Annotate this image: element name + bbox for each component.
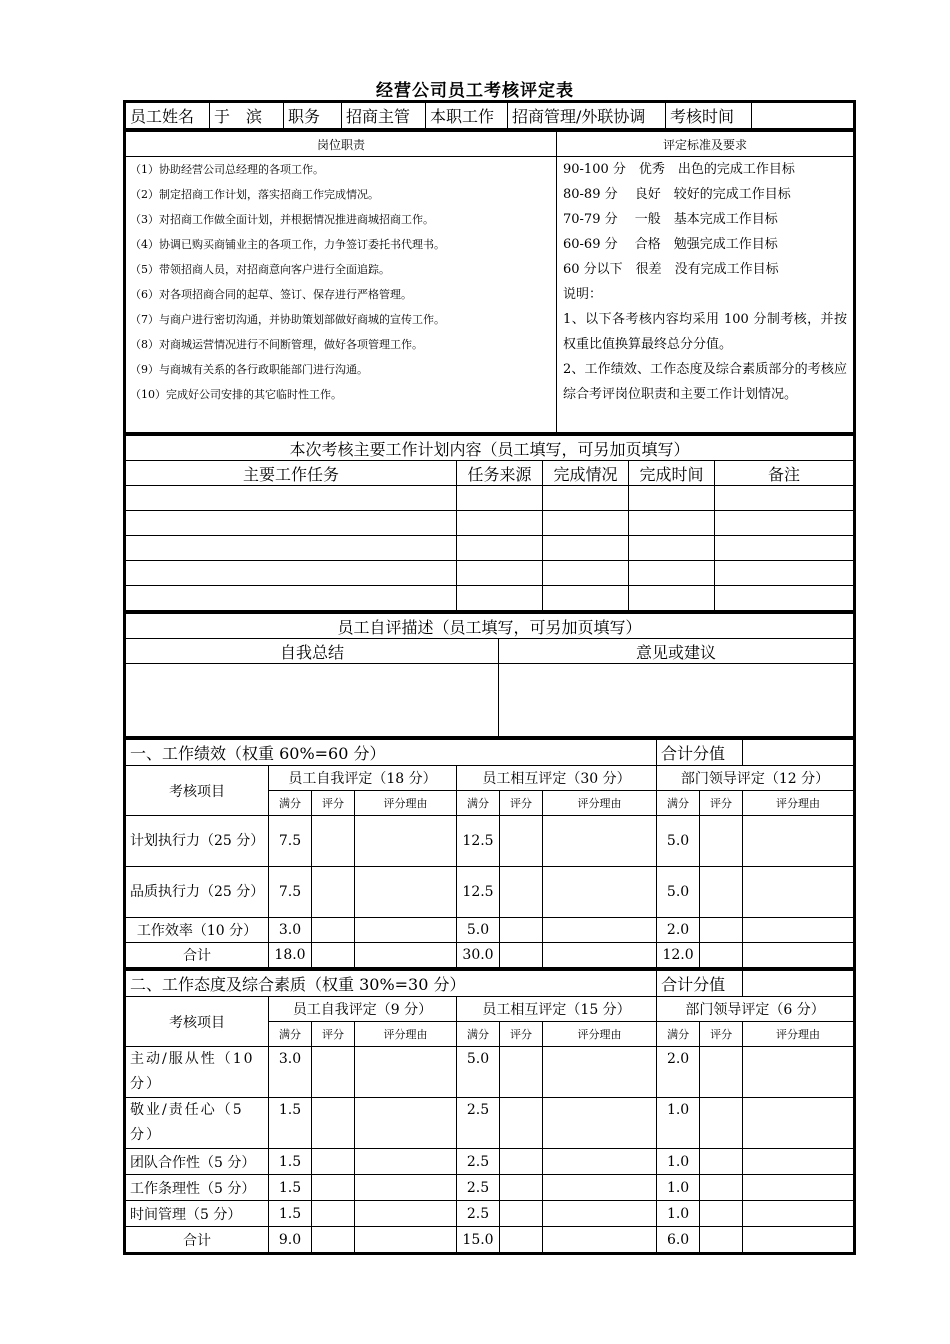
score-header: 评分 [700, 1022, 743, 1047]
reason-cell[interactable] [355, 1098, 457, 1149]
full-score: 2.5 [457, 1175, 500, 1201]
reason-cell[interactable] [743, 1227, 854, 1253]
self-eval-section [125, 613, 854, 739]
score-cell[interactable] [312, 1201, 355, 1227]
score-cell[interactable] [700, 1201, 743, 1227]
reason-header: 评分理由 [543, 1022, 657, 1047]
score-cell[interactable] [312, 918, 355, 943]
plan-row [126, 511, 854, 536]
plan-cell[interactable] [715, 486, 854, 511]
full-score-header: 满分 [269, 1022, 312, 1047]
peer-group-header: 员工相互评定（30 分） [457, 766, 657, 791]
score-header: 评分 [312, 1022, 355, 1047]
plan-section [125, 435, 854, 613]
full-score: 1.5 [269, 1098, 312, 1149]
reason-cell[interactable] [543, 1149, 657, 1175]
period-label: 考核时间 [666, 103, 752, 129]
full-score: 1.5 [269, 1175, 312, 1201]
full-score: 12.5 [457, 816, 500, 867]
plan-cell[interactable] [629, 586, 715, 611]
plan-row [126, 561, 854, 586]
full-score: 3.0 [269, 1047, 312, 1098]
performance-total-label: 合计分值 [657, 740, 743, 766]
score-cell[interactable] [312, 1175, 355, 1201]
duty-item: （10）完成好公司安排的其它临时性工作。 [130, 388, 342, 401]
score-header: 评分 [312, 791, 355, 816]
reason-cell[interactable] [355, 1047, 457, 1098]
full-score: 1.0 [657, 1201, 700, 1227]
item-name: 合计 [126, 943, 269, 968]
standards-list [557, 157, 854, 433]
peer-group-header: 员工相互评定（15 分） [457, 997, 657, 1022]
plan-cell[interactable] [629, 511, 715, 536]
attitude-total-value[interactable] [743, 971, 854, 997]
reason-cell[interactable] [543, 1098, 657, 1149]
score-cell[interactable] [500, 867, 543, 918]
full-score: 5.0 [657, 867, 700, 918]
score-cell[interactable] [500, 816, 543, 867]
full-score-header: 满分 [657, 791, 700, 816]
score-cell[interactable] [312, 1098, 355, 1149]
reason-cell[interactable] [743, 1175, 854, 1201]
plan-cell[interactable] [457, 486, 543, 511]
score-cell[interactable] [312, 1227, 355, 1253]
grade-item: 70-79 分 一般 基本完成工作目标 [563, 212, 778, 227]
reason-cell[interactable] [355, 867, 457, 918]
full-score: 5.0 [457, 1047, 500, 1098]
self-summary-label: 自我总结 [126, 639, 499, 664]
full-score: 1.0 [657, 1098, 700, 1149]
score-cell[interactable] [312, 1047, 355, 1098]
reason-cell[interactable] [355, 943, 457, 968]
full-score-header: 满分 [657, 1022, 700, 1047]
standards-header: 评定标准及要求 [557, 132, 854, 157]
reason-cell[interactable] [543, 1175, 657, 1201]
reason-cell[interactable] [743, 867, 854, 918]
full-score: 12.5 [457, 867, 500, 918]
plan-cell[interactable] [715, 511, 854, 536]
work-value[interactable]: 招商管理/外联协调 [508, 103, 666, 129]
position-value[interactable]: 招商主管 [342, 103, 426, 129]
full-score: 1.5 [269, 1201, 312, 1227]
reason-cell[interactable] [743, 1047, 854, 1098]
reason-cell[interactable] [543, 1201, 657, 1227]
reason-cell[interactable] [355, 816, 457, 867]
suggestion-field[interactable] [499, 664, 854, 737]
score-cell[interactable] [500, 1098, 543, 1149]
duty-item: （5）带领招商人员，对招商意向客户进行全面追踪。 [130, 263, 390, 276]
full-score: 30.0 [457, 943, 500, 968]
item-name: 工作效率（10 分） [126, 918, 269, 943]
plan-col-source: 任务来源 [457, 461, 543, 486]
note-2: 2、工作绩效、工作态度及综合素质部分的考核应综合考评岗位职责和主要工作计划情况。 [563, 362, 847, 402]
attitude-row [126, 1149, 854, 1175]
score-header: 评分 [500, 791, 543, 816]
full-score: 1.0 [657, 1149, 700, 1175]
reason-header: 评分理由 [743, 1022, 854, 1047]
attitude-total-row [126, 1227, 854, 1253]
full-score: 2.0 [657, 918, 700, 943]
reason-cell[interactable] [543, 867, 657, 918]
grade-item: 90-100 分 优秀 出色的完成工作目标 [563, 162, 795, 177]
plan-cell[interactable] [457, 586, 543, 611]
full-score: 2.5 [457, 1098, 500, 1149]
self-group-header: 员工自我评定（9 分） [269, 997, 457, 1022]
plan-cell[interactable] [543, 586, 629, 611]
plan-cell[interactable] [126, 486, 457, 511]
plan-cell[interactable] [715, 586, 854, 611]
plan-cell[interactable] [457, 511, 543, 536]
item-name: 敬业/责任心（5 分） [126, 1098, 269, 1149]
duty-item: （1）协助经营公司总经理的各项工作。 [130, 163, 324, 176]
reason-cell[interactable] [743, 943, 854, 968]
item-name: 主动/服从性（10 分） [126, 1047, 269, 1098]
evaluation-form [123, 100, 856, 1255]
duty-item: （7）与商户进行密切沟通，并协助策划部做好商城的宣传工作。 [130, 313, 445, 326]
score-cell[interactable] [312, 943, 355, 968]
full-score: 12.0 [657, 943, 700, 968]
reason-cell[interactable] [355, 1201, 457, 1227]
score-cell[interactable] [700, 1175, 743, 1201]
score-cell[interactable] [500, 1175, 543, 1201]
self-group-header: 员工自我评定（18 分） [269, 766, 457, 791]
full-score: 2.5 [457, 1201, 500, 1227]
attitude-item-label: 考核项目 [126, 997, 269, 1047]
full-score: 9.0 [269, 1227, 312, 1253]
attitude-row [126, 1098, 854, 1149]
plan-cell[interactable] [126, 586, 457, 611]
self-summary-field[interactable] [126, 664, 499, 737]
period-value[interactable] [752, 103, 854, 129]
name-label: 员工姓名 [126, 103, 210, 129]
item-name: 合计 [126, 1227, 269, 1253]
suggestion-label: 意见或建议 [499, 639, 854, 664]
attitude-total-label: 合计分值 [657, 971, 743, 997]
full-score: 2.5 [457, 1149, 500, 1175]
reason-cell[interactable] [543, 943, 657, 968]
performance-total-value[interactable] [743, 740, 854, 766]
duty-item: （6）对各项招商合同的起草、签订、保存进行严格管理。 [130, 288, 412, 301]
score-cell[interactable] [700, 1227, 743, 1253]
reason-header: 评分理由 [355, 791, 457, 816]
reason-cell[interactable] [543, 816, 657, 867]
item-name: 计划执行力（25 分） [126, 816, 269, 867]
score-cell[interactable] [500, 1047, 543, 1098]
name-value[interactable]: 于 滨 [210, 103, 284, 129]
self-eval-title: 员工自评描述（员工填写，可另加页填写） [126, 614, 854, 639]
full-score: 5.0 [457, 918, 500, 943]
reason-header: 评分理由 [355, 1022, 457, 1047]
score-cell[interactable] [500, 1201, 543, 1227]
score-header: 评分 [500, 1022, 543, 1047]
full-score: 1.0 [657, 1175, 700, 1201]
duty-item: （4）协调已购买商铺业主的各项工作，力争签订委托书代理书。 [130, 238, 445, 251]
reason-cell[interactable] [543, 1047, 657, 1098]
performance-row [126, 918, 854, 943]
plan-title: 本次考核主要工作计划内容（员工填写，可另加页填写） [126, 436, 854, 461]
duty-item: （8）对商城运营情况进行不间断管理，做好各项管理工作。 [130, 338, 423, 351]
full-score: 2.0 [657, 1047, 700, 1098]
plan-col-notes: 备注 [715, 461, 854, 486]
reason-cell[interactable] [355, 1227, 457, 1253]
plan-cell[interactable] [457, 536, 543, 561]
reason-cell[interactable] [743, 816, 854, 867]
reason-cell[interactable] [743, 1098, 854, 1149]
note-1: 1、以下各考核内容均采用 100 分制考核，并按权重比值换算最终总分分值。 [563, 312, 847, 352]
leader-group-header: 部门领导评定（6 分） [657, 997, 854, 1022]
attitude-section [125, 970, 854, 1253]
plan-row [126, 586, 854, 611]
full-score: 7.5 [269, 816, 312, 867]
score-cell[interactable] [312, 1149, 355, 1175]
score-cell[interactable] [312, 867, 355, 918]
attitude-row [126, 1047, 854, 1098]
form-title: 经营公司员工考核评定表 [376, 81, 574, 101]
score-cell[interactable] [700, 816, 743, 867]
score-cell[interactable] [500, 1227, 543, 1253]
grade-item: 60 分以下 很差 没有完成工作目标 [563, 262, 779, 277]
plan-cell[interactable] [629, 486, 715, 511]
full-score: 18.0 [269, 943, 312, 968]
reason-cell[interactable] [543, 1227, 657, 1253]
performance-title: 一、工作绩效（权重 60%=60 分） [126, 740, 657, 766]
plan-col-task: 主要工作任务 [126, 461, 457, 486]
full-score: 7.5 [269, 867, 312, 918]
plan-row [126, 536, 854, 561]
score-cell[interactable] [700, 943, 743, 968]
performance-item-label: 考核项目 [126, 766, 269, 816]
reason-cell[interactable] [355, 918, 457, 943]
plan-cell[interactable] [457, 561, 543, 586]
score-cell[interactable] [700, 1047, 743, 1098]
score-cell[interactable] [700, 918, 743, 943]
reason-cell[interactable] [355, 1149, 457, 1175]
score-cell[interactable] [312, 816, 355, 867]
duty-item: （2）制定招商工作计划，落实招商工作完成情况。 [130, 188, 379, 201]
full-score: 15.0 [457, 1227, 500, 1253]
note-label: 说明： [563, 287, 603, 302]
grade-item: 60-69 分 合格 勉强完成工作目标 [563, 237, 778, 252]
plan-row [126, 486, 854, 511]
duties-section [125, 131, 854, 435]
score-cell[interactable] [700, 1098, 743, 1149]
attitude-row [126, 1201, 854, 1227]
item-name: 工作条理性（5 分） [126, 1175, 269, 1201]
reason-header: 评分理由 [543, 791, 657, 816]
duties-header: 岗位职责 [126, 132, 557, 157]
item-name: 团队合作性（5 分） [126, 1149, 269, 1175]
reason-header: 评分理由 [743, 791, 854, 816]
grade-item: 80-89 分 良好 较好的完成工作目标 [563, 187, 791, 202]
score-header: 评分 [700, 791, 743, 816]
plan-cell[interactable] [126, 536, 457, 561]
reason-cell[interactable] [743, 918, 854, 943]
plan-cell[interactable] [543, 511, 629, 536]
duty-item: （3）对招商工作做全面计划，并根据情况推进商城招商工作。 [130, 213, 434, 226]
header-section [125, 102, 854, 131]
item-name: 品质执行力（25 分） [126, 867, 269, 918]
full-score: 5.0 [657, 816, 700, 867]
score-cell[interactable] [500, 918, 543, 943]
plan-cell[interactable] [629, 536, 715, 561]
score-cell[interactable] [500, 943, 543, 968]
full-score-header: 满分 [457, 1022, 500, 1047]
leader-group-header: 部门领导评定（12 分） [657, 766, 854, 791]
reason-cell[interactable] [743, 1201, 854, 1227]
performance-row [126, 867, 854, 918]
duties-list [126, 157, 557, 433]
full-score-header: 满分 [457, 791, 500, 816]
performance-total-row [126, 943, 854, 968]
plan-cell[interactable] [126, 561, 457, 586]
full-score: 6.0 [657, 1227, 700, 1253]
full-score-header: 满分 [269, 791, 312, 816]
full-score: 1.5 [269, 1149, 312, 1175]
plan-cell[interactable] [715, 561, 854, 586]
plan-cell[interactable] [715, 536, 854, 561]
plan-cell[interactable] [126, 511, 457, 536]
full-score: 3.0 [269, 918, 312, 943]
attitude-title: 二、工作态度及综合素质（权重 30%=30 分） [126, 971, 657, 997]
score-cell[interactable] [700, 867, 743, 918]
item-name: 时间管理（5 分） [126, 1201, 269, 1227]
performance-section [125, 739, 854, 970]
score-cell[interactable] [700, 1149, 743, 1175]
duty-item: （9）与商城有关系的各行政职能部门进行沟通。 [130, 363, 368, 376]
reason-cell[interactable] [543, 918, 657, 943]
plan-col-status: 完成情况 [543, 461, 629, 486]
reason-cell[interactable] [355, 1175, 457, 1201]
score-cell[interactable] [500, 1149, 543, 1175]
plan-cell[interactable] [543, 561, 629, 586]
performance-row [126, 816, 854, 867]
plan-col-time: 完成时间 [629, 461, 715, 486]
plan-cell[interactable] [629, 561, 715, 586]
position-label: 职务 [284, 103, 342, 129]
attitude-row [126, 1175, 854, 1201]
plan-cell[interactable] [543, 486, 629, 511]
plan-cell[interactable] [543, 536, 629, 561]
work-label: 本职工作 [426, 103, 508, 129]
reason-cell[interactable] [743, 1149, 854, 1175]
